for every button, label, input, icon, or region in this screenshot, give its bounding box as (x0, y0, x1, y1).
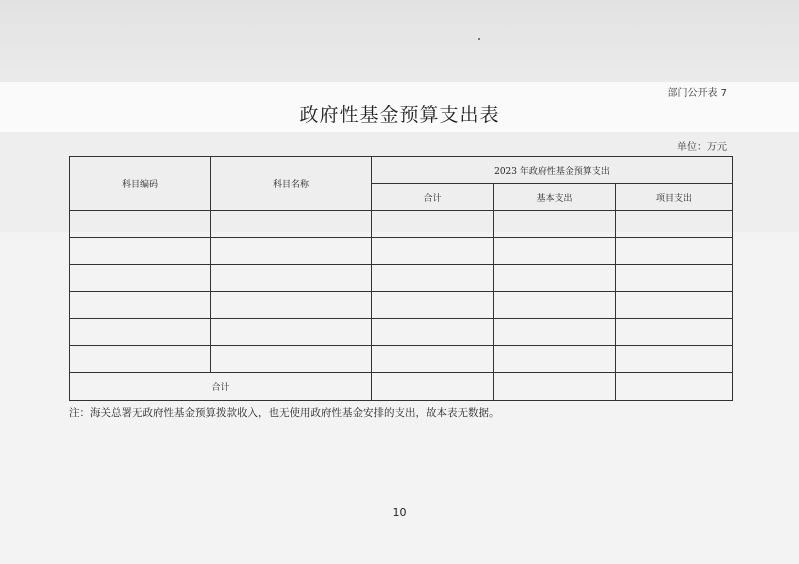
page-number: 10 (392, 506, 407, 519)
table-cell (372, 238, 494, 265)
budget-table (69, 156, 733, 401)
total-project-cell (616, 373, 733, 401)
table-row (70, 292, 733, 319)
table-row (70, 238, 733, 265)
table-cell (616, 211, 733, 238)
table-cell (211, 319, 372, 346)
table-row (70, 265, 733, 292)
table-cell (70, 292, 211, 319)
table-cell (70, 238, 211, 265)
header-code: 科目编码 (70, 157, 211, 211)
table-cell (372, 265, 494, 292)
table-cell (70, 346, 211, 373)
table-row (70, 319, 733, 346)
table-cell (616, 238, 733, 265)
table-cell (494, 211, 616, 238)
table-cell (372, 211, 494, 238)
table-cell (494, 238, 616, 265)
table-cell (211, 211, 372, 238)
table-cell (372, 346, 494, 373)
header-basic: 基本支出 (494, 184, 616, 211)
table-cell (70, 319, 211, 346)
table-cell (372, 319, 494, 346)
table-total-row (70, 373, 733, 401)
scan-background-top (0, 0, 799, 82)
total-label: 合计 (70, 373, 372, 401)
table-row (70, 211, 733, 238)
table-cell (211, 238, 372, 265)
table-cell (70, 211, 211, 238)
document-label: 部门公开表 7 (667, 88, 727, 99)
table-note: 注：海关总署无政府性基金预算拨款收入，也无使用政府性基金安排的支出，故本表无数据。 (69, 407, 500, 419)
table-header-row (70, 157, 733, 184)
table-cell (494, 292, 616, 319)
table-cell (494, 346, 616, 373)
table-cell (616, 292, 733, 319)
table-cell (211, 292, 372, 319)
header-project: 项目支出 (616, 184, 733, 211)
table-cell (616, 346, 733, 373)
table-cell (70, 265, 211, 292)
table-cell (211, 346, 372, 373)
header-group: 2023 年政府性基金预算支出 (372, 157, 733, 184)
unit-label: 单位：万元 (677, 142, 727, 153)
table-cell (616, 265, 733, 292)
page-title: 政府性基金预算支出表 (299, 104, 500, 126)
table-cell (494, 319, 616, 346)
table-cell (494, 265, 616, 292)
table-cell (211, 265, 372, 292)
header-name: 科目名称 (211, 157, 372, 211)
header-total: 合计 (372, 184, 494, 211)
table-cell (616, 319, 733, 346)
total-basic-cell (494, 373, 616, 401)
table-cell (372, 292, 494, 319)
table-row (70, 346, 733, 373)
scan-speck (478, 38, 480, 40)
total-cell (372, 373, 494, 401)
